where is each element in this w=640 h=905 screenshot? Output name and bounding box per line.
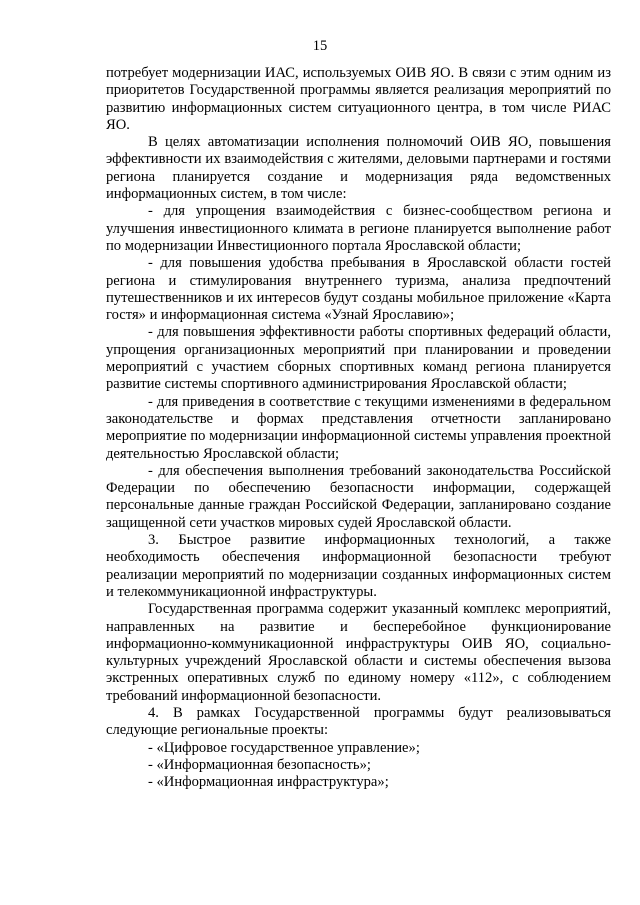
list-item: - для приведения в соответствие с текущими изменениями в федеральном законодательстве и формах представления отчетности запланировано мероприятие по модернизации информационной системы управления проектной деятельностью Ярославской области;	[106, 393, 611, 462]
paragraph: В целях автоматизации исполнения полномочий ОИВ ЯО, повышения эффективности их взаимодействия с жителями, деловыми партнерами и гостями региона планируется создание и модернизация ряда ведомственных информационных систем, в том числе:	[106, 134, 611, 203]
list-item: - «Цифровое государственное управление»;	[148, 739, 420, 756]
list-item: - для упрощения взаимодействия с бизнес-сообществом региона и улучшения инвестиционного климата в регионе планируется выполнение работ по модернизации Инвестиционного портала Ярославской области;	[106, 203, 611, 254]
document-body	[106, 65, 611, 791]
list-item: - для повышения удобства пребывания в Ярославской области гостей региона и стимулирования внутреннего туризма, анализа предпочтений путешественников и их интересов будут созданы мобильное приложение «Карта гостя» и информационная система «Узнай Ярославию»;	[106, 255, 611, 324]
list-item: - для обеспечения выполнения требований законодательства Российской Федерации по обеспечению безопасности информации, содержащей персональные данные граждан Российской Федерации, запланировано создание защищенной сети участков мировых судей Ярославской области.	[106, 462, 611, 531]
paragraph: Государственная программа содержит указанный комплекс мероприятий, направленных на развитие и бесперебойное функционирование информационно-коммуникационной инфраструктуры ОИВ ЯО, социально-культурных учреждений Ярославской области и системы обеспечения вызова экстренных оперативных служб по единому номеру «112», с соблюдением требований информационной безопасности.	[106, 601, 611, 704]
paragraph: потребует модернизации ИАС, используемых ОИВ ЯО. В связи с этим одним из приоритетов Государственной программы является реализация мероприятий по развитию информационных систем ситуационного центра, в том числе РИАС ЯО.	[106, 65, 611, 133]
page-number: 15	[312, 38, 328, 54]
paragraph: 3. Быстрое развитие информационных технологий, а также необходимость обеспечения информационной безопасности требуют реализации мероприятий по модернизации созданных информационных систем и телекоммуникационной инфраструктуры.	[106, 532, 611, 600]
paragraph: 4. В рамках Государственной программы будут реализовываться следующие региональные проекты:	[106, 704, 611, 739]
list-item: - для повышения эффективности работы спортивных федераций области, упрощения организационных мероприятий при планировании и проведении мероприятий с участием сборных спортивных команд региона планируется развитие системы спортивного администрирования Ярославской области;	[106, 324, 611, 393]
list-item: - «Информационная безопасность»;	[148, 756, 371, 773]
list-item: - «Информационная инфраструктура»;	[148, 774, 389, 791]
